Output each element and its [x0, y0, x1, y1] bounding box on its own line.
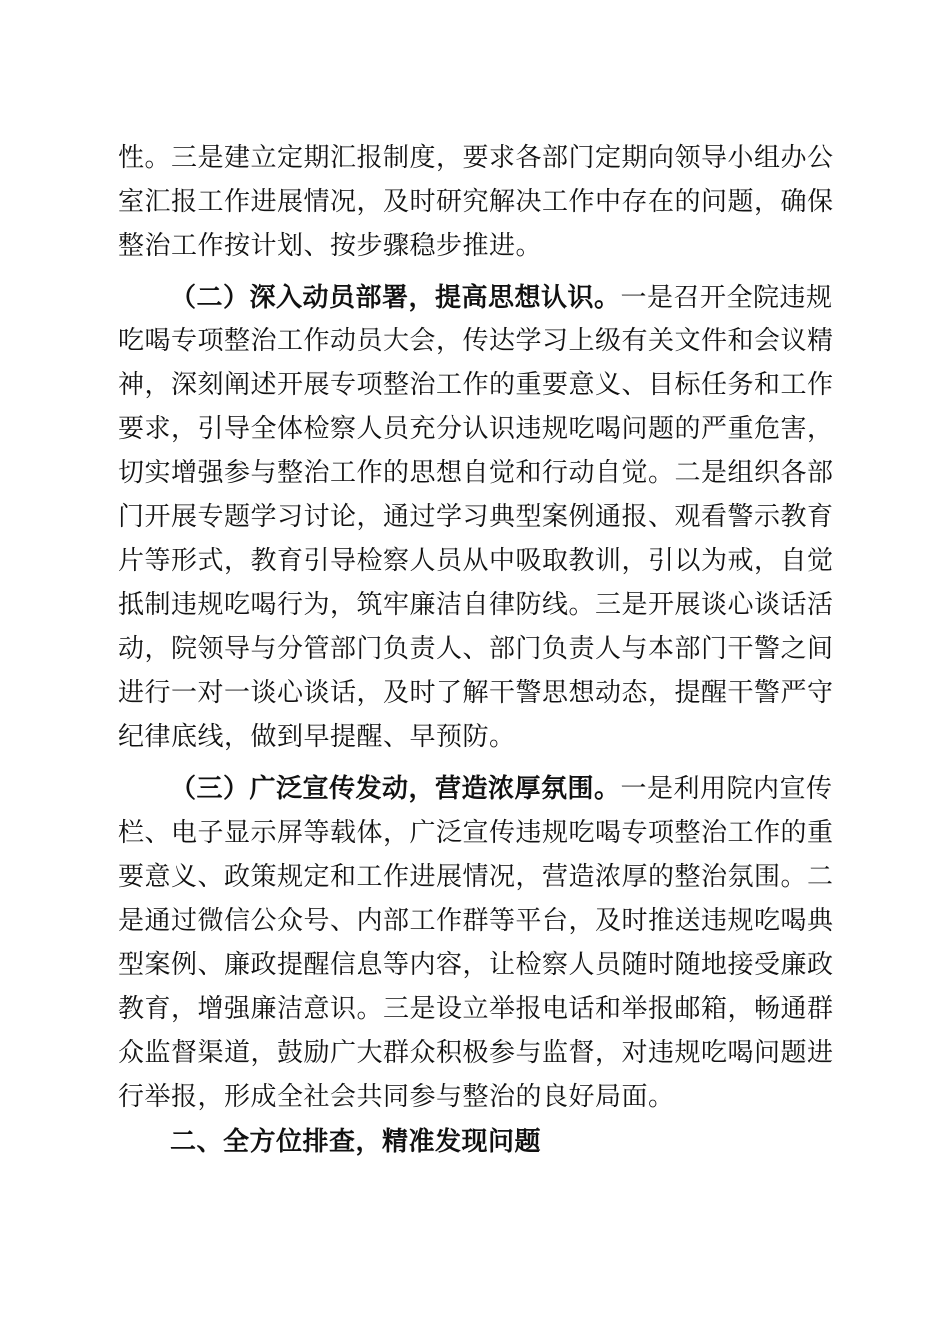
paragraph-line: 室汇报工作进展情况，及时研究解决工作中存在的问题，确保 — [118, 187, 834, 217]
paragraph-line: 教育，增强廉洁意识。三是设立举报电话和举报邮箱，畅通群 — [118, 994, 834, 1024]
section-first-line — [170, 769, 833, 809]
paragraph-line: 型案例、廉政提醒信息等内容，让检察人员随时随地接受廉政 — [118, 950, 834, 980]
paragraph-text: 一是利用院内宣传 — [620, 774, 833, 804]
paragraph-line: 动，院领导与分管部门负责人、部门负责人与本部门干警之间 — [118, 634, 834, 664]
paragraph-line: 进行一对一谈心谈话，及时了解干警思想动态，提醒干警严守 — [118, 678, 834, 708]
paragraph-text: 一是召开全院违规 — [620, 283, 833, 313]
paragraph-line: 要意义、政策规定和工作进展情况，营造浓厚的整治氛围。二 — [118, 862, 834, 892]
section-heading: 二、全方位排查，精准发现问题 — [170, 1127, 542, 1157]
paragraph-line: 整治工作按计划、按步骤稳步推进。 — [118, 231, 543, 261]
subsection-heading: （二）深入动员部署，提高思想认识。 — [170, 283, 621, 313]
paragraph-line: 栏、电子显示屏等载体，广泛宣传违规吃喝专项整治工作的重 — [118, 818, 834, 848]
subsection-heading: （三）广泛宣传发动，营造浓厚氛围。 — [170, 774, 621, 804]
paragraph-line: 片等形式，教育引导检察人员从中吸取教训，引以为戒，自觉 — [118, 546, 834, 576]
paragraph-line: 要求，引导全体检察人员充分认识违规吃喝问题的严重危害， — [118, 414, 834, 444]
paragraph-line: 神，深刻阐述开展专项整治工作的重要意义、目标任务和工作 — [118, 370, 834, 400]
paragraph-line: 吃喝专项整治工作动员大会，传达学习上级有关文件和会议精 — [118, 326, 834, 356]
paragraph-line: 性。三是建立定期汇报制度，要求各部门定期向领导小组办公 — [118, 143, 834, 173]
paragraph-line: 纪律底线，做到早提醒、早预防。 — [118, 722, 516, 752]
paragraph-line: 众监督渠道，鼓励广大群众积极参与监督，对违规吃喝问题进 — [118, 1038, 834, 1068]
paragraph-line: 是通过微信公众号、内部工作群等平台，及时推送违规吃喝典 — [118, 906, 834, 936]
section-first-line — [170, 278, 833, 318]
paragraph-line: 抵制违规吃喝行为，筑牢廉洁自律防线。三是开展谈心谈话活 — [118, 590, 834, 620]
paragraph-line: 切实增强参与整治工作的思想自觉和行动自觉。二是组织各部 — [118, 458, 834, 488]
paragraph-line: 行举报，形成全社会共同参与整治的良好局面。 — [118, 1082, 675, 1112]
paragraph-line: 门开展专题学习讨论，通过学习典型案例通报、观看警示教育 — [118, 502, 834, 532]
